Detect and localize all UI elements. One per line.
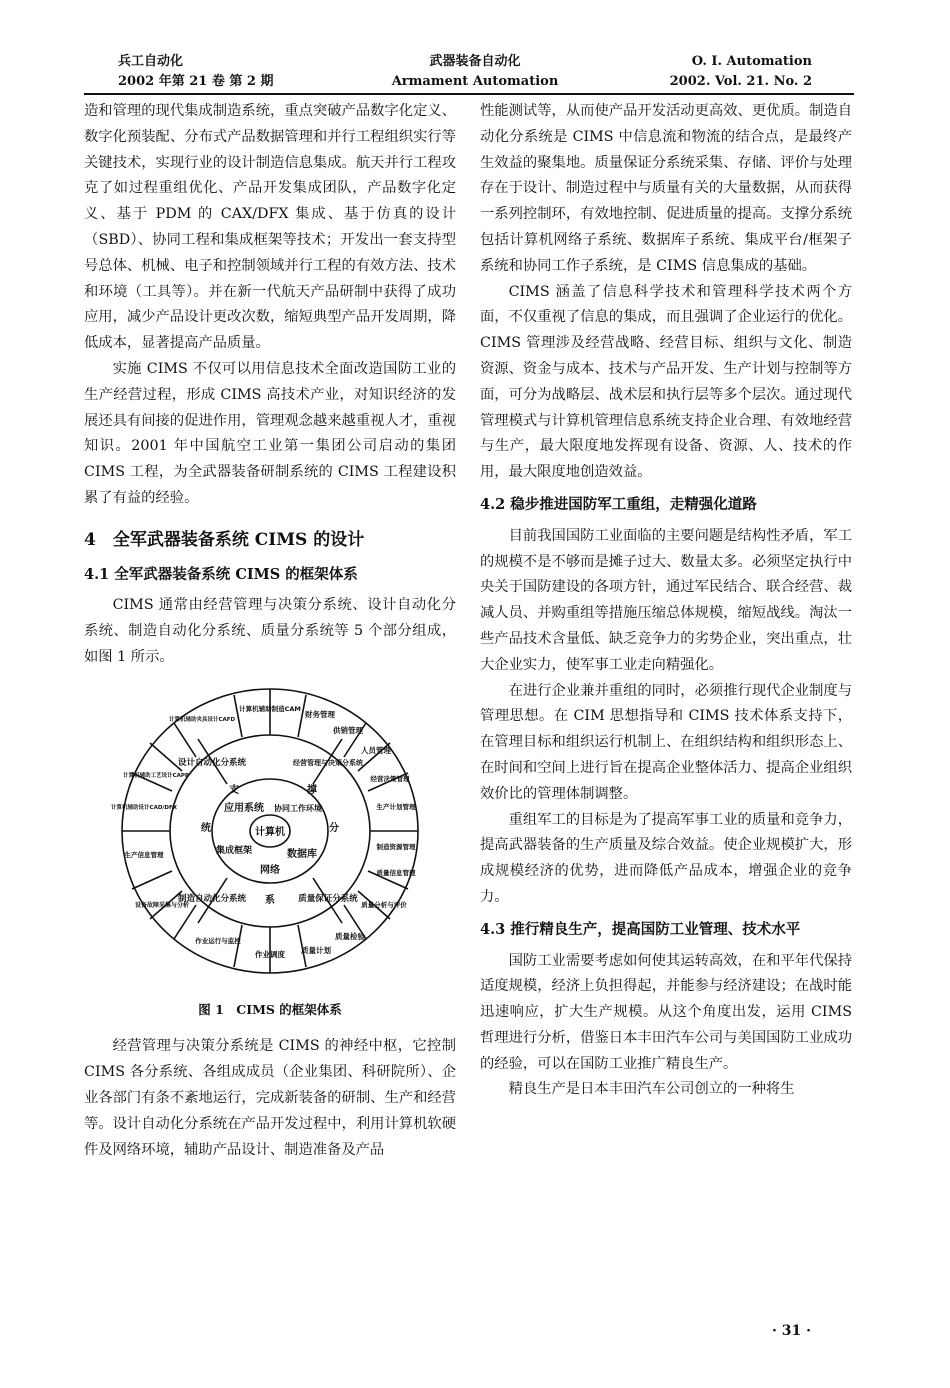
journal-title-left: 兵工自动化	[118, 54, 184, 69]
fig-outer-resource: 制造资源管理	[376, 842, 416, 851]
fig-inner-collab: 协同工作环境	[274, 803, 322, 813]
running-title-cn: 武器装备自动化	[429, 54, 521, 69]
fig-sector-quality: 质量保证分系统	[298, 893, 358, 904]
fig-inner-app: 应用系统	[224, 802, 264, 814]
fig-outer-cafd: 计算机辅助夹具设计CAFD	[168, 716, 236, 723]
cims-framework-figure	[84, 681, 456, 981]
paragraph: 在进行企业兼并重组的同时，必须推行现代企业制度与管理思想。在 CIM 思想指导和 CIMS 技术体系支持下，在管理目标和组织运行机制上、在组织结构和组织形态上、在时间和空间上进行旨在提高企业整体活力、提高企业组织效价比的管理体制调整。	[480, 682, 852, 802]
journal-name-en	[670, 52, 812, 92]
running-title-en: Armament Automation	[391, 74, 559, 89]
fig-sector-mfg: 制造自动化分系统	[177, 893, 247, 904]
page-number: · 31 ·	[772, 1323, 811, 1339]
issue-info-en: 2002. Vol. 21. No. 2	[669, 74, 812, 89]
fig-outer-staff: 人员管理	[361, 745, 391, 755]
fig-support-3: 分	[329, 822, 339, 834]
paragraph: 国防工业需要考虑如何使其运转高效，在和平年代保持适度规模，经济上负担得起，并能参与经济建设；在战时能迅速响应，扩大生产规模。从这个角度出发，运用 CIMS 哲理进行分析，借鉴日本丰田汽车公司与美国国防工业成功的经验，可以在国防工业推广精良生产。	[480, 952, 852, 1072]
fig-outer-qanalysis: 质量分析与评价	[361, 900, 407, 909]
fig-support-4: 系	[265, 894, 275, 906]
fig-center-label: 计算机	[255, 826, 285, 838]
fig-outer-plan: 生产计划管理	[376, 802, 416, 811]
fig-sector-mgmt: 经营管理与决策分系统	[293, 758, 363, 767]
fig-outer-supply: 供销管理	[333, 725, 363, 735]
fig-outer-cam: 计算机辅助制造CAM	[239, 704, 301, 713]
fig-support-5: 统	[201, 822, 211, 834]
fig-outer-equipment: 设备故障采集与分析	[134, 901, 190, 909]
journal-title-right: O. I. Automation	[691, 54, 812, 69]
paragraph: CIMS 通常由经营管理与决策分系统、设计自动化分系统、制造自动化分系统、质量分系统等 5 个部分组成，如图 1 所示。	[84, 597, 456, 665]
paragraph: 造和管理的现代集成制造系统，重点突破产品数字化定义、数字化预装配、分布式产品数据管理和并行工程组织实行等关键技术，实现行业的设计制造信息集成。航天并行工程攻克了如过程重组优化、产品开发集成团队，产品数字化定义、基于 PDM 的 CAX/DFX 集成、基于仿真的设计（SBD）、协同工程和集成框架等技术；开发出一套支持型号总体、机械、电子和控制领域并行工程的有效方法、技术和环境（工具等）。并在新一代航天产品研制中获得了成功应用，减少产品设计更改次数，缩短典型产品开发周期，降低成本，显著提高产品质量。	[84, 103, 456, 352]
paragraph: 精良生产是日本丰田汽车公司创立的一种将生	[508, 1081, 795, 1098]
header-rule	[84, 93, 854, 95]
fig-support-2: 撑	[307, 784, 317, 796]
fig-outer-cad: 计算机辅助设计CAD/DFX	[111, 804, 177, 811]
fig-outer-operation: 作业运行与监控	[195, 936, 241, 945]
fig-outer-production: 生产信息管理	[124, 850, 164, 859]
paragraph: 目前我国国防工业面临的主要问题是结构性矛盾，军工的规模不是不够而是摊子过大、数量太多。必须坚定执行中央关于国防建设的各项方针，通过军民结合、联合经营、裁减人员、并购重组等措施压缩总体规模，缩短战线。淘汰一些产品技术含量低、缺乏竞争力的劣势企业，突出重点，壮大企业实力，使军事工业走向精强化。	[480, 527, 852, 673]
section-heading: 4 全军武器装备系统 CIMS 的设计	[84, 529, 365, 550]
subsection-heading: 4.1 全军武器装备系统 CIMS 的框架体系	[84, 565, 358, 583]
fig-inner-db: 数据库	[287, 848, 317, 860]
paragraph: 重组军工的目标是为了提高军事工业的质量和竞争力，提高武器装备的生产质量及综合效益。使企业规模扩大，形成规模经济的优势，进而降低产品成本，增强企业的竞争力。	[480, 811, 852, 905]
paragraph: 实施 CIMS 不仅可以用信息技术全面改造国防工业的生产经营过程，形成 CIMS 高技术产业，对知识经济的发展还具有间接的促进作用，管理观念越来越重视人才，重视知识。2001 年中国航空工业第一集团公司启动的集团 CIMS 工程，为全武器装备研制系统的 CIMS 工程建设积累了有益的经验。	[84, 360, 456, 506]
subsection-heading: 4.2 稳步推进国防军工重组，走精强化道路	[480, 495, 757, 513]
fig-outer-qplan: 质量计划	[301, 945, 331, 955]
fig-inner-frame: 集成框架	[215, 845, 253, 856]
fig-outer-qcheck: 质量检验	[335, 931, 365, 941]
fig-sector-design: 设计自动化分系统	[177, 757, 247, 768]
left-column	[84, 99, 456, 1163]
right-column	[480, 99, 852, 1103]
fig-outer-finance: 财务管理	[305, 709, 335, 719]
issue-info-cn: 2002 年第 21 卷 第 2 期	[118, 74, 274, 89]
subsection-heading: 4.3 推行精良生产，提高国防工业管理、技术水平	[480, 920, 801, 938]
fig-outer-schedule: 作业调度	[255, 949, 285, 959]
fig-inner-net: 网络	[260, 864, 280, 876]
paragraph: 经营管理与决策分系统是 CIMS 的神经中枢，它控制 CIMS 各分系统、各组成成员（企业集团、科研院所）、企业各部门有条不紊地运行，完成新装备的研制、生产和经营等。设计自动化分系统在产品开发过程中，利用计算机软硬件及网络环境，辅助产品设计、制造准备及产品	[84, 1038, 456, 1158]
fig-support-1: 支	[229, 784, 239, 796]
paragraph: 性能测试等，从而使产品开发活动更高效、更优质。制造自动化分系统是 CIMS 中信息流和物流的结合点，是最终产生效益的聚集地。质量保证分系统采集、存储、评价与处理存在于设计、制造过程中与质量有关的大量数据，从而获得一系列控制环，有效地控制、促进质量的提高。支撑分系统包括计算机网络子系统、数据库子系统、集成平台/框架子系统和协同工作子系统，是 CIMS 信息集成的基础。	[480, 103, 852, 274]
fig-outer-decision: 经营决策管理	[370, 774, 410, 783]
paragraph: CIMS 涵盖了信息科学技术和管理科学技术两个方面，不仅重视了信息的集成，而且强调了企业运行的优化。CIMS 管理涉及经营战略、经营目标、组织与文化、制造资源、资金与成本、技术与产品开发、生产计划与控制等方面，可分为战略层、战术层和执行层等多个层次。通过现代管理模式与计算机管理信息系统支持企业合理、有效地经营与生产，最大限度地发挥现有设备、资源、人、技术的作用，最大限度地创造效益。	[480, 283, 852, 481]
fig-outer-qinfo: 质量信息管理	[376, 868, 416, 877]
fig-outer-capp: 计算机辅助工艺设计CAPP	[123, 772, 189, 779]
figure-caption: 图 1 CIMS 的框架体系	[198, 1001, 342, 1017]
